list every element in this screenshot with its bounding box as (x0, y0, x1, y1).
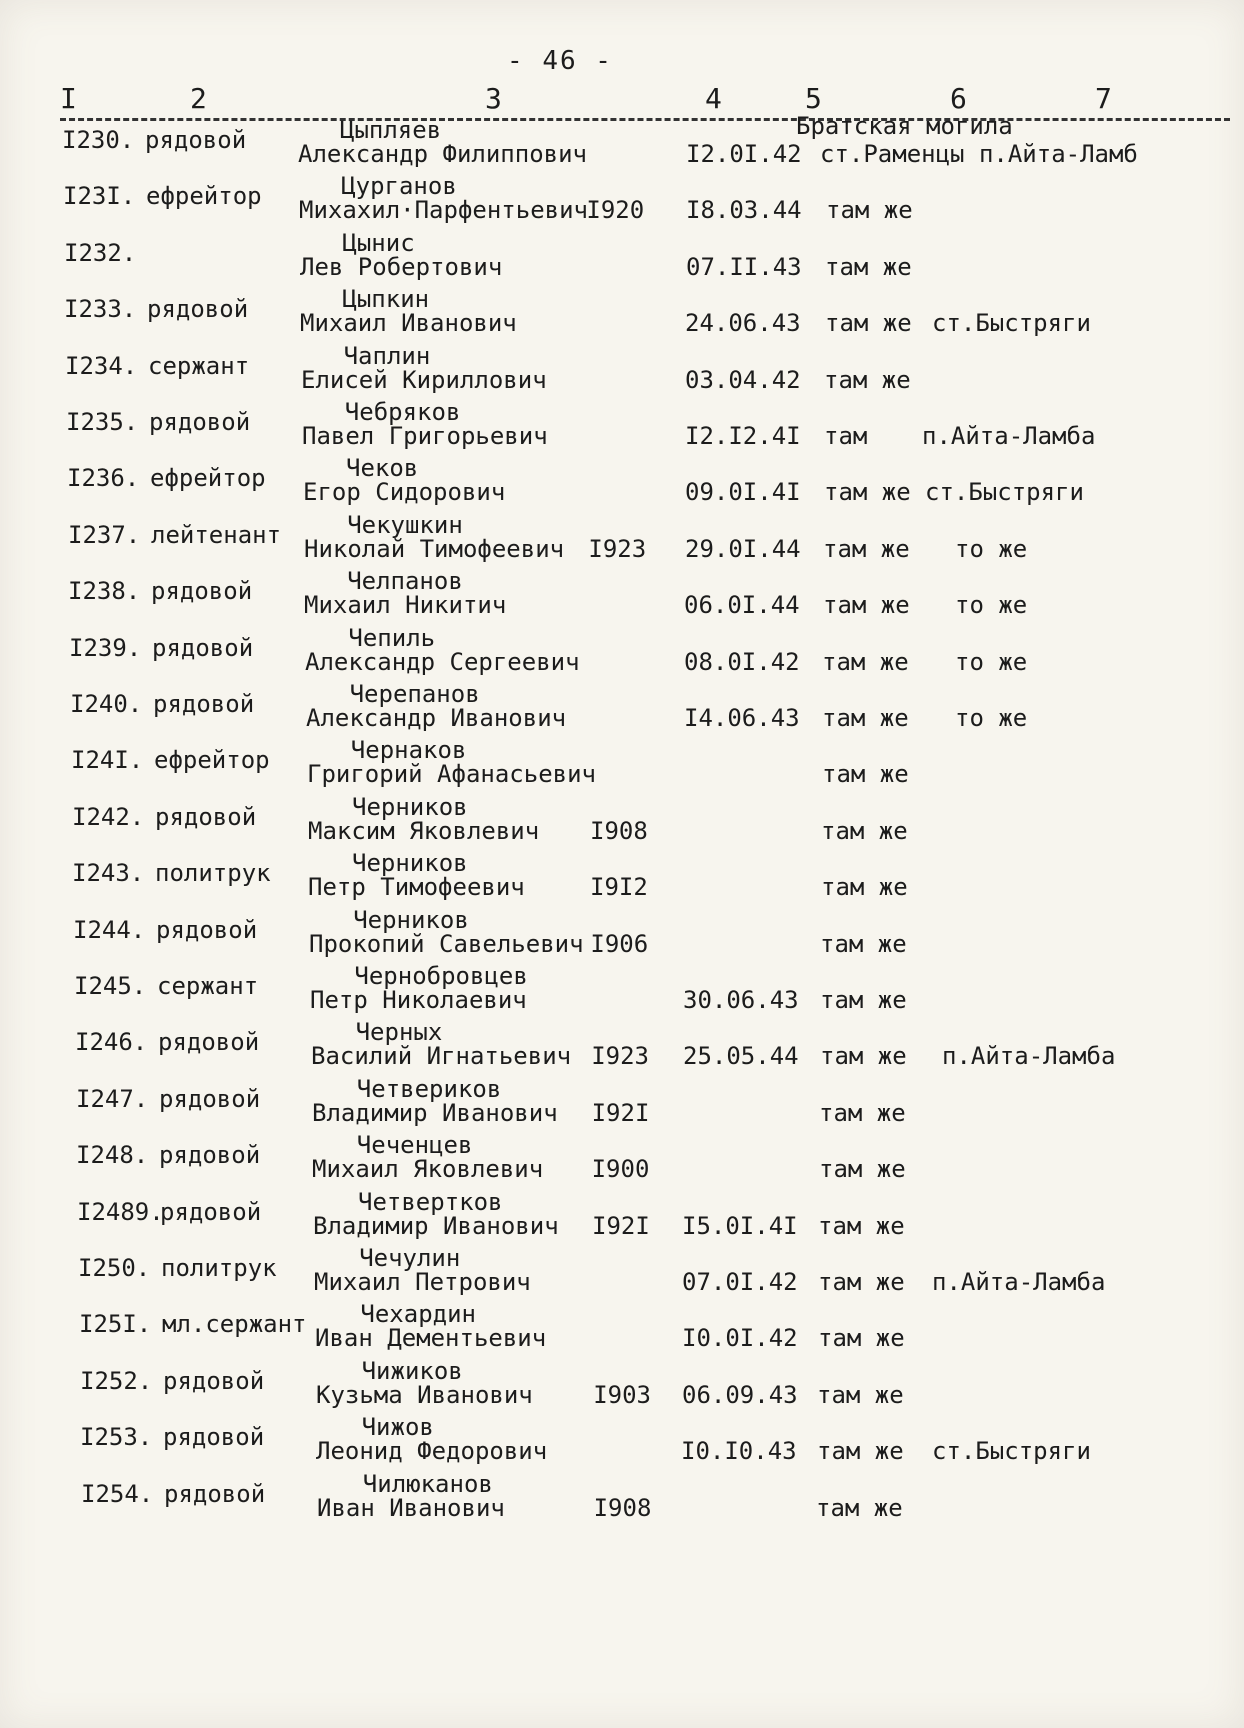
record-burial: там же (821, 816, 908, 845)
record-row (0, 228, 1244, 293)
record-rank: лейтенант (151, 520, 282, 549)
record-given-name: Владимир Иванович (312, 1098, 558, 1127)
record-surname: Чернобровцев (354, 962, 528, 990)
record-rank: ефрейтор (146, 182, 262, 211)
record-given-name: Леонид Федорович (316, 1437, 548, 1466)
record-birth-year: I908 (593, 1493, 652, 1522)
record-burial: там же (823, 534, 910, 563)
record-burial: там же (825, 309, 912, 338)
record-row (0, 1187, 1244, 1252)
record-rank: рядовой (159, 1141, 261, 1170)
record-surname: Чаплин (343, 341, 431, 370)
record-rank: сержант (157, 972, 259, 1000)
record-row (0, 112, 1244, 180)
record-surname: Чекушкин (347, 510, 463, 539)
record-burial: там же (818, 1268, 905, 1296)
record-row (0, 905, 1244, 970)
record-given-name: Николай Тимофеевич (304, 534, 565, 563)
record-surname: Чернаков (350, 736, 467, 765)
record-row (0, 1246, 1244, 1308)
record-burial: там же (817, 1437, 904, 1466)
record-death-date: I0.I0.43 (681, 1437, 797, 1466)
record-surname: Цынис (342, 228, 415, 257)
record-burial: там же (819, 1098, 906, 1127)
record-number: I252. (80, 1366, 153, 1395)
record-burial: там же (820, 1042, 907, 1071)
record-burial: там же (817, 1380, 904, 1409)
record-death-date: 24.06.43 (685, 309, 801, 338)
record-given-name: Кузьма Иванович (316, 1380, 533, 1409)
record-surname: Черников (353, 905, 469, 934)
record-burial: там же (822, 704, 909, 732)
record-given-name: Елисей Кириллович (301, 365, 547, 394)
column-header-4: 4 (705, 82, 722, 115)
record-number: I25I. (79, 1310, 152, 1339)
record-row (0, 400, 1244, 462)
record-rank: рядовой (155, 802, 257, 831)
record-surname: Челпанов (347, 567, 463, 596)
record-given-name: Владимир Иванович (313, 1211, 559, 1240)
record-death-date: 03.04.42 (685, 365, 801, 394)
record-burial: там же (819, 1155, 906, 1184)
record-surname: Четвериков (356, 1074, 502, 1103)
record-birth-year: I908 (590, 816, 648, 845)
record-burial: там же (825, 252, 912, 281)
record-row (0, 1356, 1244, 1421)
record-number: I245. (74, 972, 147, 1000)
record-burial: там же (823, 591, 910, 620)
record-given-name: Егор Сидорович (303, 478, 506, 507)
record-given-name: Михаил Яковлевич (312, 1155, 544, 1184)
record-rank: рядовой (160, 1197, 262, 1226)
record-number: I235. (66, 408, 139, 436)
record-number: I246. (75, 1028, 148, 1057)
record-place: п.Айта-Ламба (922, 422, 1096, 450)
record-row (0, 738, 1244, 800)
record-rank: рядовой (149, 408, 251, 436)
record-row (0, 1133, 1244, 1195)
record-number: I2489. (77, 1197, 164, 1226)
record-death-date: I8.03.44 (686, 196, 802, 225)
record-burial: там же (820, 986, 907, 1014)
record-burial: там же (820, 929, 907, 958)
record-death-date: 07.0I.42 (682, 1268, 798, 1296)
record-surname: Черных (355, 1018, 443, 1047)
record-rank: рядовой (147, 295, 249, 324)
record-death-date: I4.06.43 (684, 704, 800, 732)
record-burial: там же (816, 1493, 903, 1522)
record-given-name: Александр Филиппович (298, 140, 587, 168)
column-header-7: 7 (1095, 82, 1112, 115)
record-rank: рядовой (164, 1479, 266, 1508)
column-header-1: I (60, 82, 77, 115)
record-given-name: Александр Иванович (306, 704, 567, 732)
record-number: I253. (80, 1423, 153, 1452)
record-rank: рядовой (151, 577, 253, 606)
record-given-name: Михаил Никитич (304, 591, 507, 620)
record-burial: там же (826, 196, 913, 225)
record-death-date: 09.0I.4I (685, 478, 801, 507)
column-header-row (60, 82, 1230, 121)
record-row (0, 1020, 1244, 1082)
record-rank: рядовой (153, 690, 255, 718)
record-surname: Чехардин (360, 1300, 476, 1329)
column-header-6: 6 (950, 82, 967, 115)
record-burial: там же (824, 478, 911, 507)
record-given-name: Лев Робертович (300, 252, 503, 281)
record-number: I234. (65, 351, 138, 380)
record-rank: рядовой (163, 1423, 265, 1452)
record-number: I237. (68, 520, 141, 549)
record-birth-year: I92I (592, 1211, 650, 1240)
record-surname: Чилюканов (362, 1469, 493, 1498)
page-number: - 46 - (507, 46, 613, 76)
record-birth-year: I906 (590, 929, 649, 958)
record-number: I243. (72, 859, 145, 888)
record-birth-year: I92I (591, 1098, 650, 1127)
record-row (0, 510, 1244, 575)
record-surname: Четвертков (358, 1187, 503, 1216)
record-death-date: 08.0I.42 (684, 647, 800, 676)
record-row (0, 174, 1244, 236)
record-death-date: 29.0I.44 (685, 534, 801, 563)
record-row (0, 1469, 1244, 1534)
record-surname: Чебряков (344, 398, 461, 426)
record-surname: Чепиль (348, 623, 436, 652)
record-number: I236. (67, 464, 140, 493)
record-number: I248. (76, 1141, 149, 1170)
record-number: I244. (73, 915, 146, 944)
record-surname: Цыпкин (342, 285, 430, 314)
record-death-date: I5.0I.4I (682, 1211, 798, 1240)
record-row (0, 851, 1244, 913)
record-row (0, 1074, 1244, 1139)
record-number: I24I. (71, 746, 144, 775)
record-number: I250. (78, 1254, 151, 1282)
record-number: I239. (69, 633, 142, 662)
record-place: ст.Быстряги (932, 309, 1091, 338)
record-row (0, 682, 1244, 744)
record-row (0, 623, 1244, 688)
record-death-date: I2.0I.42 (686, 140, 802, 168)
record-rank: рядовой (159, 1084, 261, 1113)
record-given-name: Павел Григорьевич (302, 422, 548, 450)
record-given-name: Петр Николаевич (310, 986, 527, 1014)
column-header-3: 3 (485, 82, 502, 115)
record-birth-year: I920 (586, 196, 645, 225)
record-given-name: Василий Игнатьевич (311, 1042, 572, 1071)
record-given-name: Иван Дементьевич (315, 1324, 547, 1353)
record-row (0, 964, 1244, 1026)
record-death-date: I2.I2.4I (685, 422, 801, 450)
record-birth-year: I903 (593, 1380, 651, 1409)
record-place: п.Айта-Ламба (932, 1268, 1106, 1296)
record-row (0, 1415, 1244, 1477)
record-number: I23I. (63, 182, 136, 211)
record-death-date: 07.II.43 (686, 252, 802, 281)
record-rank: мл.сержант (162, 1310, 307, 1339)
record-given-name: Иван Иванович (317, 1493, 505, 1522)
record-grave-type: Братская могила (796, 112, 1013, 140)
record-rank: политрук (155, 859, 271, 888)
record-given-name: Прокопий Савельевич (309, 929, 584, 958)
record-rank: рядовой (163, 1366, 265, 1395)
record-row (0, 341, 1244, 406)
record-number: I247. (76, 1084, 149, 1113)
record-number: I233. (64, 295, 137, 324)
record-place: то же (955, 534, 1028, 563)
record-number: I238. (68, 577, 141, 606)
record-row (0, 1302, 1244, 1364)
record-row (0, 792, 1244, 857)
record-number: I232. (64, 238, 137, 267)
record-given-name: Григорий Афанасьевич (307, 760, 596, 789)
record-rank: сержант (148, 351, 250, 380)
record-surname: Черепанов (349, 680, 480, 708)
record-given-name: Максим Яковлевич (308, 816, 540, 845)
record-given-name: Петр Тимофеевич (308, 873, 525, 902)
record-place: то же (955, 704, 1028, 732)
record-rank: рядовой (152, 633, 254, 662)
record-number: I254. (81, 1479, 154, 1508)
record-death-date: 30.06.43 (683, 986, 799, 1014)
record-death-date: 06.0I.44 (684, 591, 800, 620)
record-given-name: Михаил Петрович (314, 1268, 531, 1296)
record-place: ст.Раменцы п.Айта-Ламб (820, 140, 1138, 168)
record-row (0, 569, 1244, 631)
record-row (0, 456, 1244, 518)
record-number: I230. (62, 126, 135, 154)
record-burial: там же (822, 760, 909, 789)
record-given-name: Михахил·Парфентьевич (299, 196, 588, 225)
record-surname: Цыпляев (340, 116, 442, 144)
record-surname: Чеченцев (356, 1131, 473, 1160)
record-burial: там же (822, 647, 909, 676)
record-birth-year: I923 (591, 1042, 649, 1071)
record-surname: Чижов (361, 1413, 434, 1442)
column-header-5: 5 (805, 82, 822, 115)
record-surname: Черников (352, 792, 468, 821)
record-rank: ефрейтор (154, 746, 270, 775)
record-row (0, 287, 1244, 349)
record-given-name: Михаил Иванович (300, 309, 517, 338)
record-death-date: I0.0I.42 (682, 1324, 798, 1353)
record-surname: Черников (352, 849, 468, 878)
record-burial: там же (824, 365, 911, 394)
record-burial: там же (818, 1211, 905, 1240)
record-burial: там же (818, 1324, 905, 1353)
record-death-date: 25.05.44 (683, 1042, 799, 1071)
record-surname: Цурганов (341, 172, 457, 201)
record-birth-year: I9I2 (590, 873, 648, 902)
record-number: I242. (72, 802, 145, 831)
record-place: п.Айта-Ламба (942, 1042, 1116, 1071)
record-place: то же (955, 591, 1028, 620)
record-surname: Чечулин (359, 1244, 461, 1272)
record-birth-year: I900 (591, 1155, 650, 1184)
record-rank: рядовой (145, 126, 247, 154)
record-number: I240. (70, 690, 143, 718)
record-surname: Чижиков (361, 1356, 463, 1385)
record-burial: там (824, 422, 868, 450)
record-given-name: Александр Сергеевич (305, 647, 580, 676)
record-place: ст.Быстряги (932, 1437, 1091, 1466)
record-death-date: 06.09.43 (682, 1380, 798, 1409)
column-header-2: 2 (190, 82, 207, 115)
record-place: ст.Быстряги (925, 478, 1084, 507)
record-rank: рядовой (158, 1028, 260, 1057)
record-surname: Чеков (346, 454, 419, 483)
record-rank: ефрейтор (150, 464, 266, 493)
record-rank: рядовой (156, 915, 258, 944)
record-birth-year: I923 (588, 534, 647, 563)
record-burial: там же (821, 873, 908, 902)
record-place: то же (955, 647, 1028, 676)
record-rank: политрук (161, 1254, 277, 1282)
